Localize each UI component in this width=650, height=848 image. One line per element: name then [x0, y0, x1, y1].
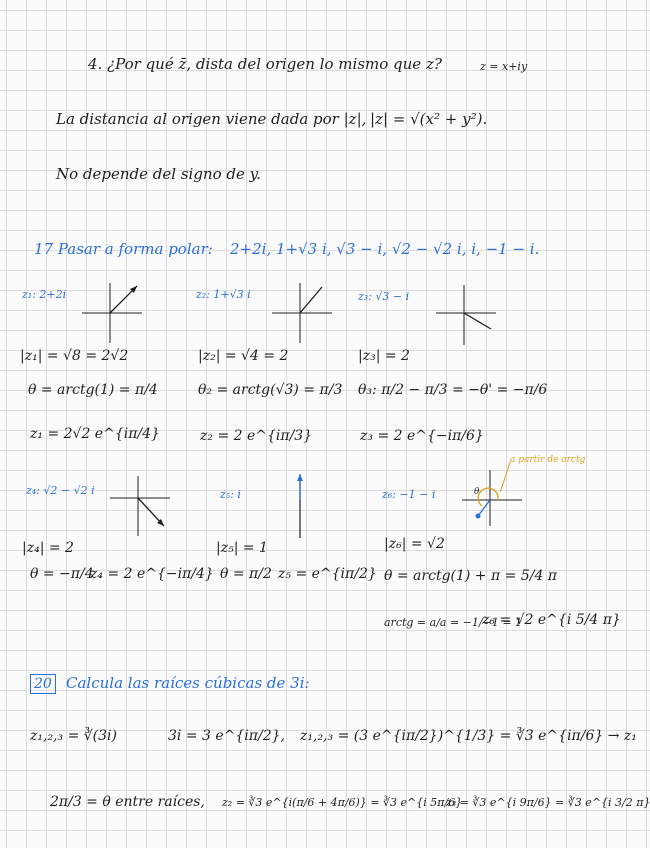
q17-title: 17 Pasar a forma polar:	[34, 240, 213, 258]
q20-title: Calcula las raíces cúbicas de 3i:	[66, 674, 310, 692]
z2-label: z₂: 1+√3 i	[196, 288, 251, 301]
z1-sketch	[82, 283, 142, 343]
q20-separation: 2π/3 = θ entre raíces,	[50, 794, 205, 810]
q17-list: 2+2i, 1+√3 i, √3 − i, √2 − √2 i, i, −1 − i.	[230, 240, 540, 258]
q4-line2: No depende del signo de y.	[56, 165, 261, 183]
z4-polar: z₄ = 2 e^{−iπ/4}	[90, 566, 214, 582]
q20-number-box: 20	[30, 674, 56, 694]
q4-note: z = x+iy	[480, 60, 528, 73]
z6-arctg: arctg = a/a = −1/−1 = 1	[384, 616, 523, 629]
q20-z2: z₂ = ∛3 e^{i(π/6 + 4π/6)} = ∛3 e^{i 5π/6}	[222, 796, 463, 809]
z5-label: z₅: i	[220, 488, 241, 501]
q20-three-i: 3i = 3 e^{iπ/2},	[168, 728, 285, 744]
q4-title: 4. ¿Por qué z̄, dista del origen lo mismo que z?	[88, 55, 442, 73]
z6-polar: z₆ = √2 e^{i 5/4 π}	[482, 612, 621, 628]
z3-label: z₃: √3 − i	[358, 290, 410, 303]
z4-mod: |z₄| = 2	[22, 540, 74, 556]
z6-sketch	[462, 456, 532, 526]
z3-mod: |z₃| = 2	[358, 348, 410, 364]
z5-mod: |z₅| = 1	[216, 540, 268, 556]
z6-mod: |z₆| = √2	[384, 536, 445, 552]
q20-zroot: z₁,₂,₃ = ∛(3i)	[30, 728, 117, 744]
z5-polar: z₅ = e^{iπ/2}	[278, 566, 377, 582]
z5-theta: θ = π/2	[220, 566, 272, 582]
z1-label: z₁: 2+2i	[22, 288, 67, 301]
z1-mod: |z₁| = √8 = 2√2	[20, 348, 129, 364]
z6-annotation: a partir de arctg	[510, 455, 586, 465]
q4-line1: La distancia al origen viene dada por |z|,	[56, 110, 367, 128]
q20-zpow: z₁,₂,₃ = (3 e^{iπ/2})^{1/3} = ∛3 e^{iπ/6} → z₁	[300, 728, 637, 744]
q4-formula: |z| = √(x² + y²).	[370, 110, 488, 128]
z2-mod: |z₂| = √4 = 2	[198, 348, 289, 364]
z1-polar: z₁ = 2√2 e^{iπ/4}	[30, 426, 160, 442]
z3-theta: θ₃: π/2 − π/3 = −θ' = −π/6	[358, 382, 548, 398]
z4-theta: θ = −π/4	[30, 566, 94, 582]
svg-text:θ: θ	[474, 487, 480, 497]
z5-sketch	[286, 470, 316, 540]
z6-theta: θ = arctg(1) + π = 5/4 π	[384, 568, 558, 584]
z3-polar: z₃ = 2 e^{−iπ/6}	[360, 428, 484, 444]
z4-sketch	[110, 476, 170, 536]
z2-polar: z₂ = 2 e^{iπ/3}	[200, 428, 313, 444]
z2-sketch	[272, 283, 332, 343]
z6-label: z₆: −1 − i	[382, 488, 436, 501]
z1-theta: θ = arctg(1) = π/4	[28, 382, 158, 398]
z4-label: z₄: √2 − √2 i	[26, 484, 95, 497]
z3-sketch	[436, 285, 496, 345]
q20-z3: z₃ = ∛3 e^{i 9π/6} = ∛3 e^{i 3/2 π}	[446, 796, 650, 809]
z2-theta: θ₂ = arctg(√3) = π/3	[198, 382, 343, 398]
